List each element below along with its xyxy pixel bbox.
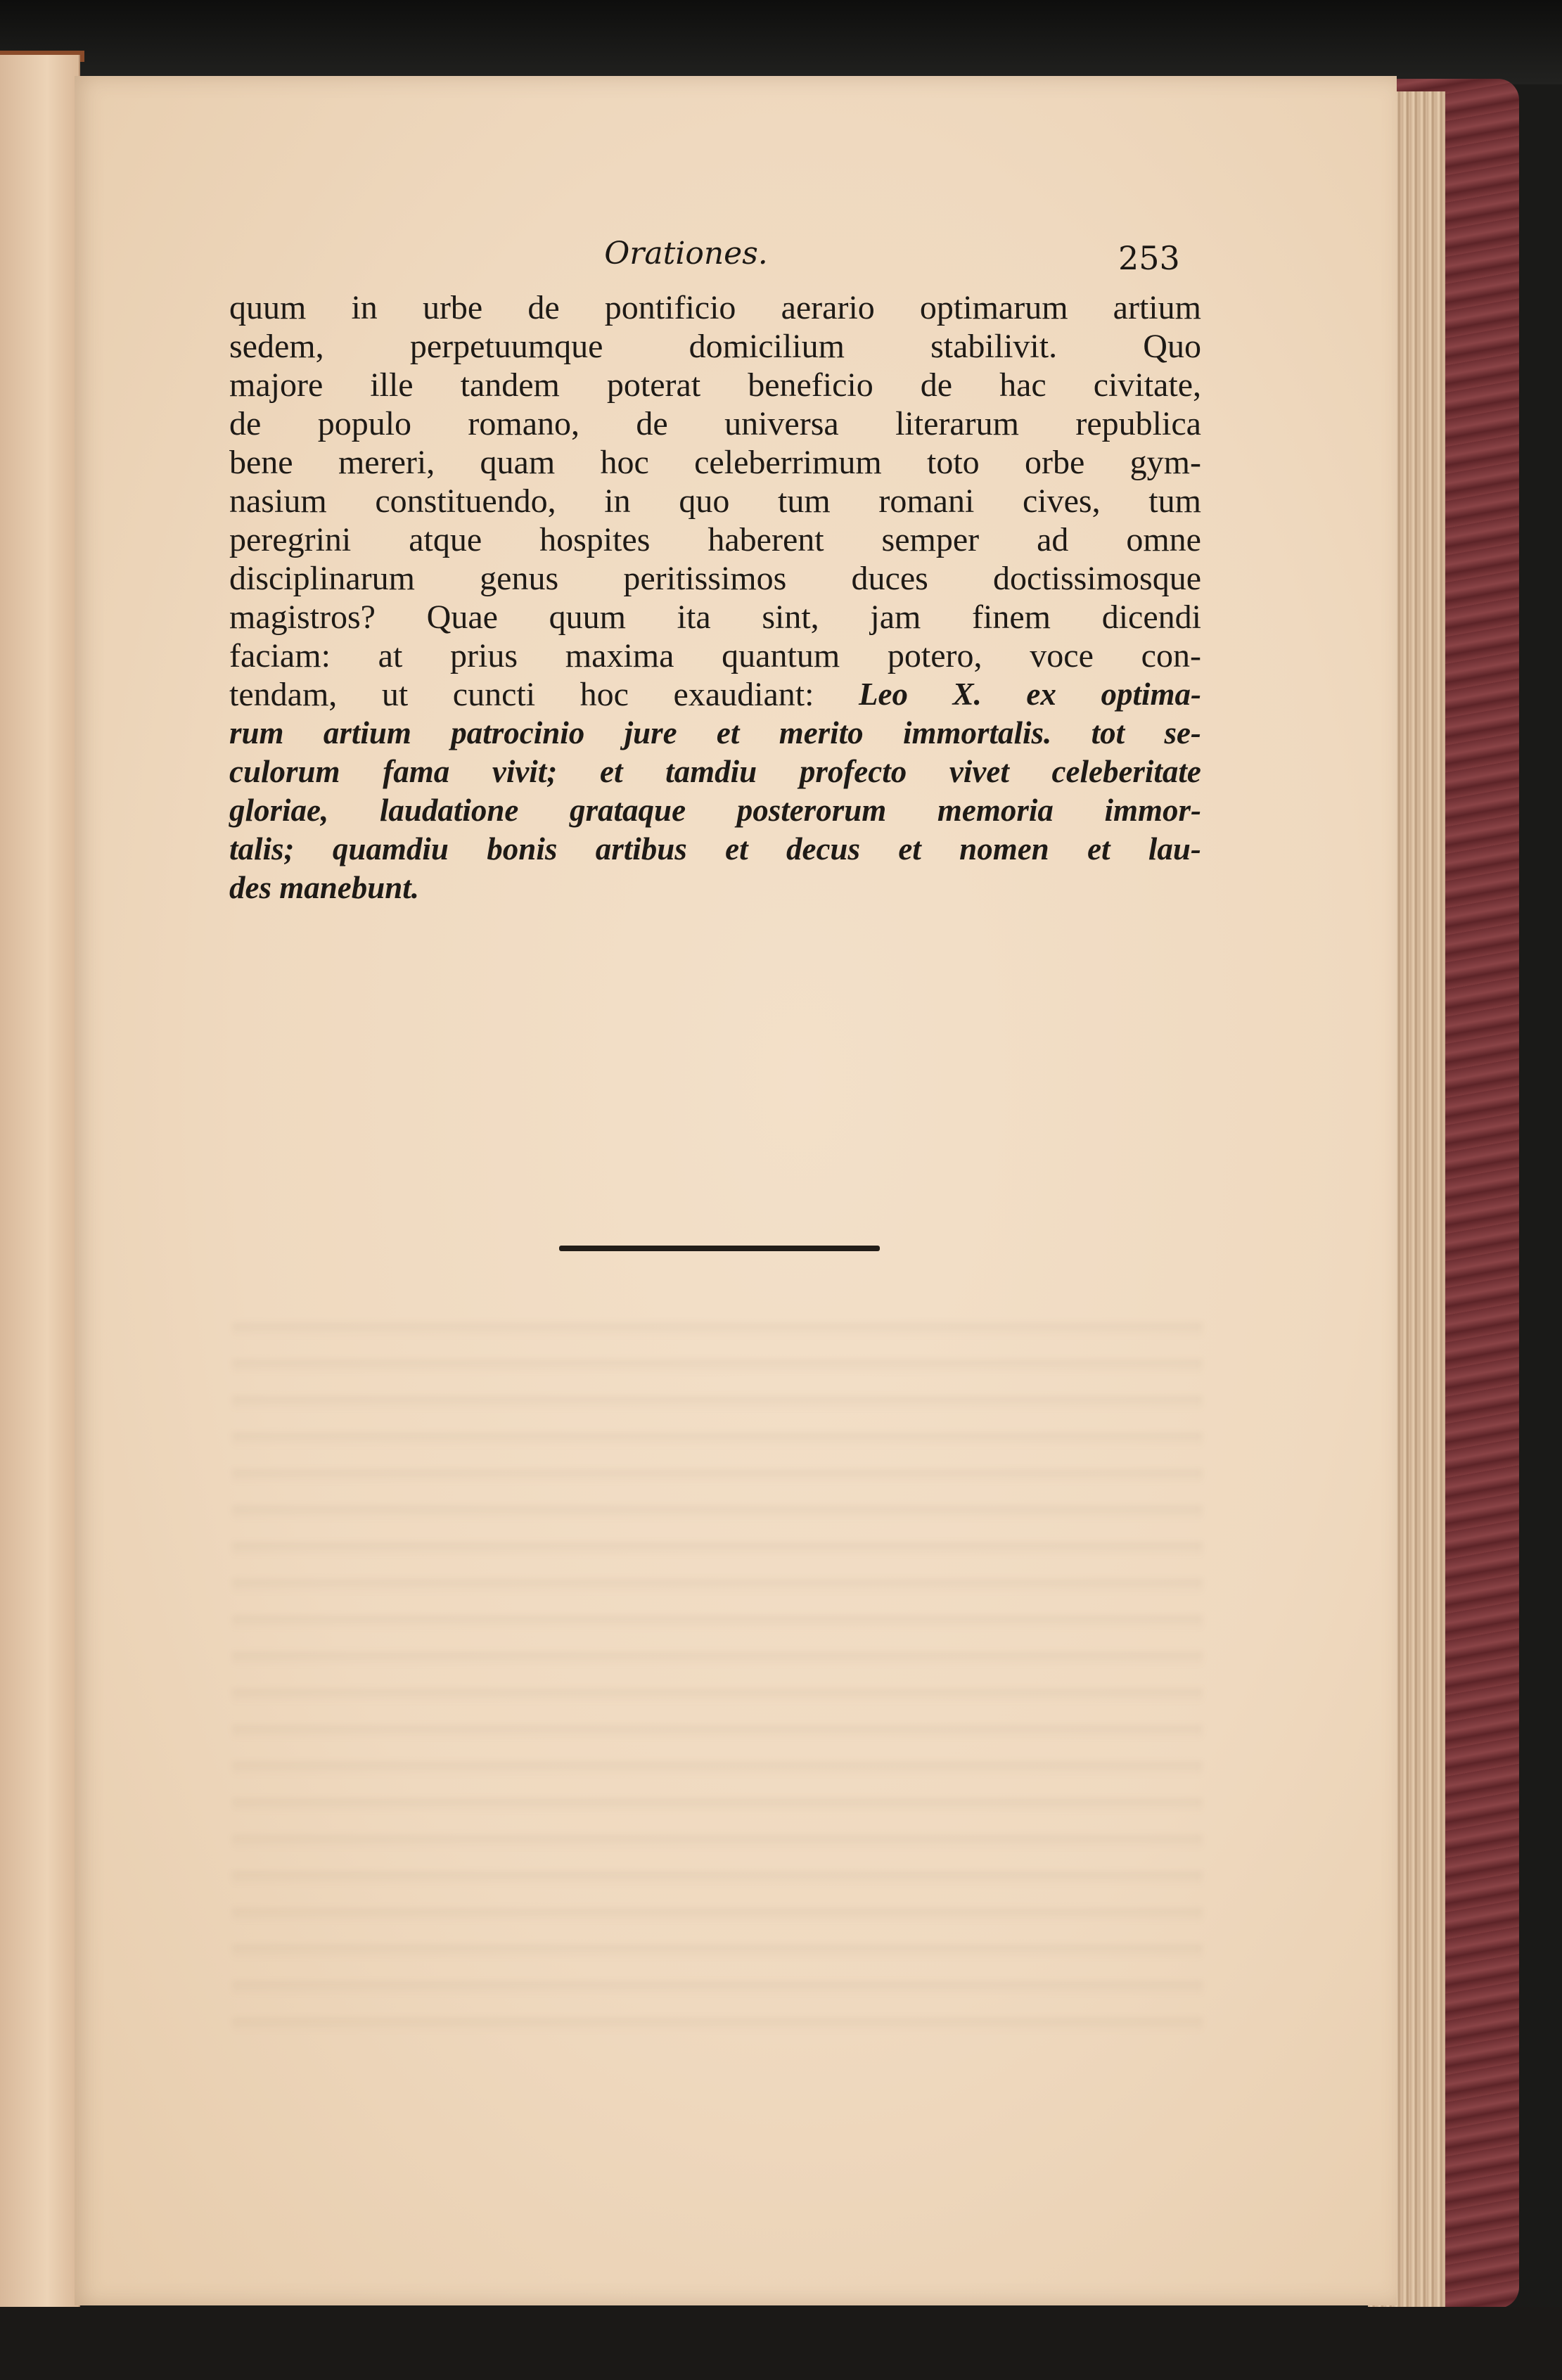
word: literarum bbox=[895, 405, 1019, 442]
word: hospites bbox=[539, 521, 651, 558]
word: voce bbox=[1030, 637, 1094, 674]
word: talis; bbox=[229, 831, 295, 866]
word: decus bbox=[786, 831, 860, 866]
word: sedem, bbox=[229, 328, 324, 365]
word: et bbox=[599, 754, 623, 789]
word: posterorum bbox=[736, 793, 887, 828]
running-title bbox=[0, 236, 1562, 271]
word: finem bbox=[972, 599, 1051, 636]
text-line bbox=[229, 327, 1201, 366]
word: ad bbox=[1037, 521, 1069, 558]
word: lau- bbox=[1148, 831, 1201, 866]
word: urbe bbox=[422, 289, 483, 326]
word: Leo bbox=[859, 677, 908, 712]
word: de bbox=[527, 289, 560, 326]
word: jam bbox=[870, 599, 921, 636]
word: toto bbox=[926, 444, 980, 481]
word: duces bbox=[851, 560, 928, 597]
text-line bbox=[229, 404, 1201, 443]
word: omne bbox=[1126, 521, 1201, 558]
text-line bbox=[229, 598, 1201, 636]
word: quamdiu bbox=[332, 831, 449, 866]
text-line bbox=[229, 559, 1201, 598]
text-line bbox=[229, 443, 1201, 482]
text-line bbox=[229, 520, 1201, 559]
word: manebunt. bbox=[279, 870, 420, 905]
word: bonis bbox=[487, 831, 558, 866]
word: tot bbox=[1091, 715, 1125, 750]
word: quo bbox=[679, 482, 730, 520]
show-through bbox=[232, 1301, 1203, 2040]
word: vivit; bbox=[492, 754, 558, 789]
word: quum bbox=[549, 599, 626, 636]
word: gym- bbox=[1129, 444, 1201, 481]
running-title-text: Orationes. bbox=[604, 236, 768, 271]
word: quantum bbox=[722, 637, 840, 674]
word: dicendi bbox=[1101, 599, 1201, 636]
word: ut bbox=[381, 676, 409, 713]
word: tandem bbox=[460, 366, 560, 404]
word: fama bbox=[383, 754, 450, 789]
word: beneficio bbox=[748, 366, 873, 404]
word: et bbox=[898, 831, 921, 866]
word: universa bbox=[724, 405, 839, 442]
word: aerario bbox=[781, 289, 875, 326]
word: et bbox=[725, 831, 748, 866]
word: rum bbox=[229, 715, 284, 750]
word: celeberitate bbox=[1051, 754, 1201, 789]
word: immor- bbox=[1104, 793, 1201, 828]
word: tendam, bbox=[229, 676, 338, 713]
word: Quo bbox=[1143, 328, 1201, 365]
word: prius bbox=[450, 637, 518, 674]
word: orbe bbox=[1024, 444, 1085, 481]
word: Quae bbox=[426, 599, 498, 636]
body-text bbox=[229, 288, 1201, 907]
word: peregrini bbox=[229, 521, 352, 558]
word: laudatione bbox=[379, 793, 519, 828]
text-line bbox=[229, 714, 1201, 753]
word: hoc bbox=[580, 676, 629, 713]
word: jure bbox=[624, 715, 677, 750]
word: bene bbox=[229, 444, 293, 481]
word: poterat bbox=[606, 366, 701, 404]
word: potero, bbox=[887, 637, 982, 674]
word: merito bbox=[779, 715, 864, 750]
word: ita bbox=[677, 599, 711, 636]
word: ex bbox=[1026, 677, 1056, 712]
word: constituendo, bbox=[375, 482, 556, 520]
word: stabilivit. bbox=[930, 328, 1058, 365]
word: memoria bbox=[937, 793, 1054, 828]
word: doctissimosque bbox=[993, 560, 1201, 597]
word: cuncti bbox=[452, 676, 536, 713]
text-line bbox=[229, 830, 1201, 869]
word: se- bbox=[1164, 715, 1201, 750]
word: in bbox=[351, 289, 378, 326]
word: immortalis. bbox=[903, 715, 1052, 750]
word: quum bbox=[229, 289, 307, 326]
word: nasium bbox=[229, 482, 327, 520]
word: republica bbox=[1075, 405, 1201, 442]
word: artibus bbox=[595, 831, 687, 866]
text-line bbox=[229, 288, 1201, 327]
word: nomen bbox=[959, 831, 1049, 866]
left-page bbox=[0, 55, 80, 2327]
word: et bbox=[1087, 831, 1110, 866]
word: disciplinarum bbox=[229, 560, 415, 597]
word: haberent bbox=[708, 521, 824, 558]
word: pontificio bbox=[604, 289, 736, 326]
word: patrocinio bbox=[451, 715, 585, 750]
word: in bbox=[604, 482, 631, 520]
word: quam bbox=[480, 444, 556, 481]
word: ille bbox=[370, 366, 414, 404]
word: culorum bbox=[229, 754, 340, 789]
word: de bbox=[636, 405, 668, 442]
word: faciam: bbox=[229, 637, 331, 674]
word: con- bbox=[1141, 637, 1201, 674]
word: romani bbox=[878, 482, 975, 520]
word: cives, bbox=[1022, 482, 1101, 520]
text-line bbox=[229, 482, 1201, 520]
word: genus bbox=[480, 560, 559, 597]
word: civitate, bbox=[1093, 366, 1201, 404]
background-bottom bbox=[0, 2307, 1562, 2380]
word: semper bbox=[881, 521, 980, 558]
text-line bbox=[229, 869, 1201, 907]
word: hoc bbox=[600, 444, 649, 481]
word: romano, bbox=[468, 405, 580, 442]
word: perpetuumque bbox=[409, 328, 603, 365]
word: artium bbox=[1113, 289, 1201, 326]
word: populo bbox=[317, 405, 412, 442]
word: at bbox=[378, 637, 403, 674]
text-line bbox=[229, 636, 1201, 675]
word: optimarum bbox=[919, 289, 1068, 326]
word: exaudiant: bbox=[673, 676, 814, 713]
page-number: 253 bbox=[1118, 239, 1180, 277]
word: maxima bbox=[565, 637, 674, 674]
word: de bbox=[229, 405, 262, 442]
text-line bbox=[229, 675, 1201, 714]
section-divider-rule bbox=[559, 1246, 880, 1251]
word: de bbox=[920, 366, 953, 404]
word: tamdiu bbox=[665, 754, 757, 789]
background bbox=[0, 0, 1562, 84]
word: X. bbox=[952, 677, 982, 712]
word: domicilium bbox=[689, 328, 845, 365]
word: hac bbox=[999, 366, 1046, 404]
text-line bbox=[229, 753, 1201, 791]
word: sint, bbox=[762, 599, 819, 636]
word: tum bbox=[777, 482, 831, 520]
word: optima- bbox=[1101, 677, 1201, 712]
word: gloriae, bbox=[229, 793, 329, 828]
word: mereri, bbox=[338, 444, 435, 481]
word: grataque bbox=[570, 793, 686, 828]
text-line bbox=[229, 366, 1201, 404]
word: artium bbox=[323, 715, 411, 750]
word: et bbox=[716, 715, 740, 750]
text-line bbox=[229, 791, 1201, 830]
word: tum bbox=[1148, 482, 1201, 520]
word: atque bbox=[409, 521, 482, 558]
word: peritissimos bbox=[623, 560, 787, 597]
word: magistros? bbox=[229, 599, 376, 636]
word: des bbox=[229, 870, 271, 905]
word: profecto bbox=[799, 754, 907, 789]
word: celeberrimum bbox=[694, 444, 882, 481]
word: vivet bbox=[949, 754, 1009, 789]
word: majore bbox=[229, 366, 324, 404]
